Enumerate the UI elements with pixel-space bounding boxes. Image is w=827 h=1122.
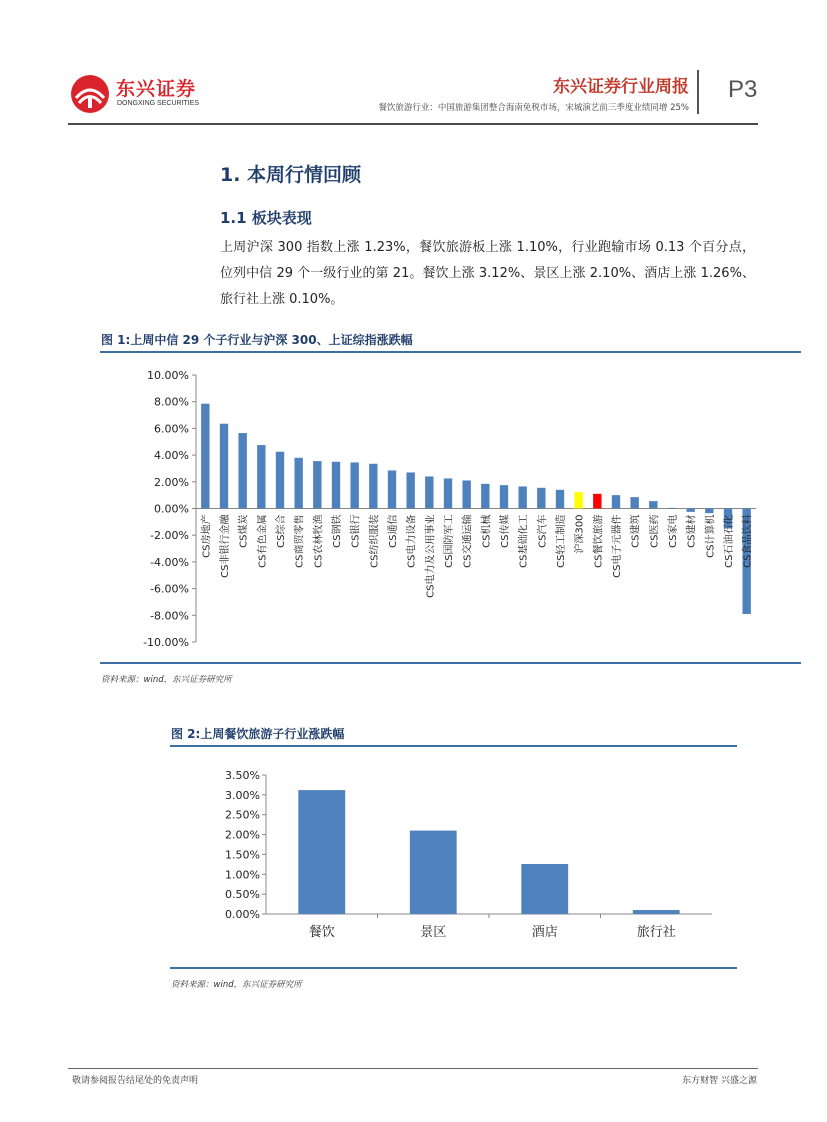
chart1-category-label: CS银行 bbox=[350, 514, 362, 548]
chart1-y-tick-label: 10.00% bbox=[147, 369, 189, 382]
chart1-category-label: CS传媒 bbox=[500, 514, 511, 548]
chart1-category-label: CS纺织服装 bbox=[369, 514, 381, 568]
chart1-y-tick-label: -10.00% bbox=[143, 636, 189, 649]
chart1-bar bbox=[630, 497, 638, 508]
report-subtitle: 餐饮旅游行业：中国旅游集团整合海南免税市场，宋城演艺前三季度业绩同增 25% bbox=[378, 103, 689, 113]
header-divider bbox=[697, 70, 699, 114]
chart1-bar bbox=[294, 458, 302, 509]
chart1-bar bbox=[257, 445, 265, 508]
figure1-top-rule bbox=[100, 351, 801, 353]
chart2-y-tick-label: 0.50% bbox=[225, 888, 260, 902]
chart1-category-label: CS电子元器件 bbox=[612, 514, 623, 578]
chart1-bar bbox=[388, 470, 396, 508]
footer-rule bbox=[68, 1068, 758, 1069]
figure1-bottom-rule bbox=[100, 662, 801, 664]
chart1-category-label: CS机械 bbox=[481, 514, 493, 548]
chart2-y-tick-label: 3.50% bbox=[225, 769, 260, 782]
figure1-source: 资料来源：wind，东兴证券研究所 bbox=[101, 675, 232, 685]
chart1-category-label: CS综合 bbox=[276, 514, 287, 548]
chart1-bar bbox=[668, 508, 676, 509]
chart1-category-label: CS轻工制造 bbox=[556, 514, 567, 568]
chart1-category-label: CS基础化工 bbox=[518, 514, 530, 568]
chart2-y-tick-label: 1.50% bbox=[225, 848, 260, 862]
chart1-bar bbox=[481, 484, 489, 509]
chart1-bar bbox=[537, 488, 545, 509]
chart1-category-label: 沪深300 bbox=[574, 514, 586, 554]
chart1-bar bbox=[425, 476, 433, 508]
chart1-bar bbox=[332, 462, 340, 509]
chart1-bar bbox=[574, 492, 582, 508]
chart1-category-label: CS钢铁 bbox=[332, 514, 343, 548]
chart1-category-label: CS食品饮料 bbox=[742, 514, 754, 568]
chart1-bar bbox=[462, 480, 470, 508]
chart1-category-label: CS建材 bbox=[686, 514, 698, 548]
chart1-category-label: CS非银行金融 bbox=[220, 514, 231, 578]
company-name-en: DONGXING SECURITIES bbox=[117, 100, 200, 107]
chart1-bar bbox=[276, 452, 284, 509]
figure2-top-rule bbox=[170, 745, 737, 747]
company-name-cn: 东兴证券 bbox=[116, 78, 197, 100]
figure2-bottom-rule bbox=[170, 967, 737, 969]
page-number: P3 bbox=[728, 76, 758, 103]
chart2-y-tick-label: 1.00% bbox=[225, 868, 260, 882]
chart1-y-tick-label: -6.00% bbox=[150, 582, 189, 596]
chart1-bar bbox=[556, 490, 564, 509]
chart2-category-label: 酒店 bbox=[531, 925, 558, 940]
chart2-category-label: 景区 bbox=[420, 925, 447, 940]
chart1-y-tick-label: 8.00% bbox=[154, 395, 189, 409]
chart1-category-label: CS煤炭 bbox=[238, 514, 250, 548]
figure2-source: 资料来源：wind，东兴证券研究所 bbox=[171, 980, 302, 990]
chart1-y-tick-label: 2.00% bbox=[154, 475, 189, 489]
chart1-bar bbox=[220, 424, 228, 509]
chart2-y-tick-label: 2.00% bbox=[225, 828, 260, 842]
chart2-y-tick-label: 2.50% bbox=[225, 808, 260, 822]
chart1-y-tick-label: -4.00% bbox=[150, 555, 189, 569]
subsection-heading: 1.1 板块表现 bbox=[220, 209, 312, 227]
figure2-chart bbox=[170, 760, 737, 960]
chart2-bar bbox=[410, 831, 457, 914]
chart1-bar bbox=[350, 462, 358, 508]
chart1-bar bbox=[313, 461, 321, 508]
chart2-y-tick-label: 0.00% bbox=[225, 908, 260, 921]
chart1-y-tick-label: -8.00% bbox=[150, 609, 189, 623]
chart2-bar bbox=[633, 910, 680, 914]
chart1-y-tick-label: 6.00% bbox=[154, 422, 189, 436]
chart1-bar bbox=[593, 494, 601, 509]
footer-slogan: 东方财智 兴盛之源 bbox=[682, 1076, 757, 1086]
chart2-y-tick-label: 3.00% bbox=[225, 788, 260, 802]
chart1-category-label: CS医药 bbox=[649, 514, 661, 548]
chart1-category-label: CS建筑 bbox=[630, 514, 642, 548]
figure1-chart bbox=[100, 360, 801, 660]
chart1-y-tick-label: 0.00% bbox=[154, 502, 189, 516]
company-logo-icon bbox=[70, 74, 110, 114]
chart1-category-label: CS商贸零售 bbox=[294, 514, 306, 568]
chart1-category-label: CS房地产 bbox=[201, 514, 213, 558]
chart1-y-tick-label: -2.00% bbox=[150, 529, 189, 543]
figure2-caption: 图 2:上周餐饮旅游子行业涨跌幅 bbox=[171, 727, 345, 741]
chart2-bar bbox=[521, 864, 568, 914]
chart1-category-label: CS农林牧渔 bbox=[313, 514, 325, 568]
chart1-category-label: CS电力及公用事业 bbox=[425, 514, 437, 598]
chart1-category-label: CS交通运输 bbox=[462, 514, 474, 568]
chart2-bar bbox=[298, 790, 345, 914]
figure1-caption: 图 1:上周中信 29 个子行业与沪深 300、上证综指涨跌幅 bbox=[101, 333, 413, 347]
chart2-category-label: 旅行社 bbox=[636, 925, 676, 940]
chart1-category-label: CS有色金属 bbox=[257, 514, 269, 568]
section-paragraph: 上周沪深 300 指数上涨 1.23%，餐饮旅游板上涨 1.10%，行业跑输市场 0.13 个百分点，位列中信 29 个一级行业的第 21。餐饮上涨 3.12%、景区上涨 2.10%、酒店上涨 1.26%、旅行社上涨 0.10%。 bbox=[220, 240, 755, 307]
chart1-category-label: CS汽车 bbox=[537, 514, 549, 548]
chart1-bar bbox=[518, 486, 526, 508]
chart1-category-label: CS餐饮旅游 bbox=[593, 514, 605, 568]
chart1-bar bbox=[444, 478, 452, 508]
chart1-bar bbox=[705, 509, 713, 514]
chart1-category-label: CS国防军工 bbox=[444, 514, 455, 568]
chart1-category-label: CS电力设备 bbox=[406, 514, 418, 568]
chart1-bar bbox=[369, 464, 377, 509]
report-title: 东兴证券行业周报 bbox=[553, 77, 689, 97]
chart1-bar bbox=[201, 404, 209, 509]
footer-disclaimer: 敬请参阅报告结尾处的免责声明 bbox=[72, 1076, 199, 1086]
header-rule bbox=[68, 123, 758, 125]
chart1-bar bbox=[649, 501, 657, 508]
chart1-y-tick-label: 4.00% bbox=[154, 449, 189, 463]
chart1-bar bbox=[686, 509, 694, 512]
chart1-category-label: CS石油石化 bbox=[724, 514, 735, 568]
chart2-category-label: 餐饮 bbox=[308, 925, 335, 940]
chart1-bar bbox=[612, 495, 620, 508]
chart1-bar bbox=[406, 472, 414, 508]
chart1-category-label: CS通信 bbox=[388, 514, 399, 548]
chart1-bar bbox=[500, 485, 508, 508]
chart1-category-label: CS计算机 bbox=[705, 514, 717, 558]
section-heading: 1. 本周行情回顾 bbox=[220, 164, 362, 186]
chart1-category-label: CS家电 bbox=[668, 514, 679, 548]
chart1-bar bbox=[238, 433, 246, 508]
